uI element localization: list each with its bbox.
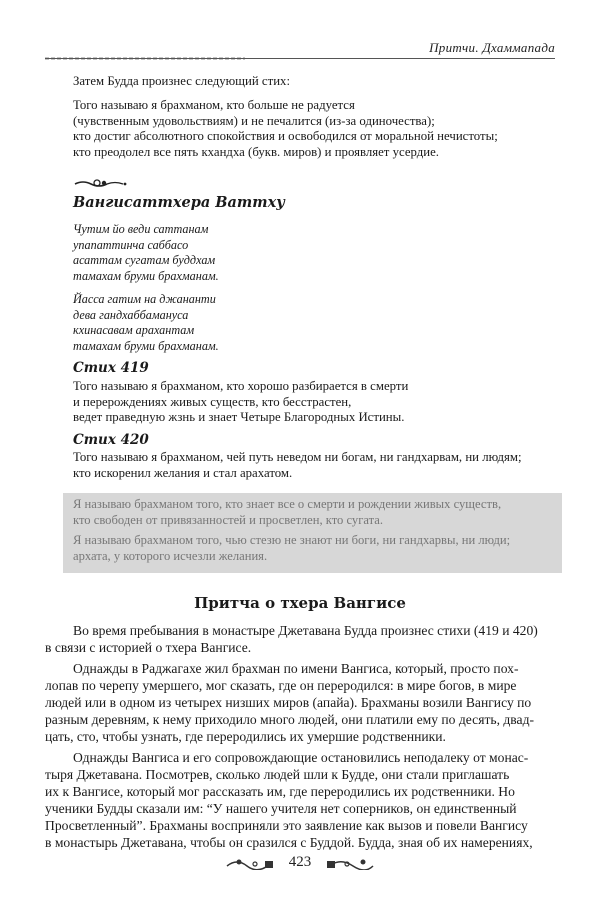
stanza-line: и перерождениях живых существ, кто бесстрастен, <box>73 394 352 409</box>
story-paragraph-1 <box>45 622 555 656</box>
prose-line: их к Вангисе, который мог рассказать им, где переродились их родственники. Но <box>45 784 515 799</box>
header-rule <box>45 58 555 59</box>
pali-line: тамахам бруми брахманам. <box>73 268 219 283</box>
verse-line: Того называю я брахманом, кто больше не радуется <box>73 98 355 112</box>
prose-line: Во время пребывания в монастыре Джетавана Будда произнес стихи (419 и 420) <box>73 623 538 638</box>
prose-line: Однажды Вангиса и его сопровождающие остановились неподалеку от монас- <box>73 750 529 765</box>
stanza-419-text <box>73 379 555 426</box>
pali-line: упапаттинча саббасо <box>73 237 189 252</box>
story-title: Притча о тхера Вангисе <box>194 594 406 612</box>
stanza-line: Того называю я брахманом, кто хорошо разбирается в смерти <box>73 379 409 393</box>
prose-line: в монастырь Джетавана, чтобы он сразился с Буддой. Будда, зная об их намерениях, <box>45 835 533 850</box>
footer-ornament-right-icon <box>325 856 375 870</box>
stanza-line: ведет праведную жзнь и знает Четыре Благородных Истины. <box>73 410 405 424</box>
translation-line: Я называю брахманом того, кто знает все о смерти и рождении живых существ, <box>73 497 502 511</box>
verse-block <box>73 98 555 160</box>
verse-line: (чувственным удовольствиям) и не печалится (из-за одиночества); <box>73 113 435 128</box>
pali-line: асаттам сугатам буддхам <box>73 253 216 267</box>
translation-line: архата, у которого исчезли желания. <box>73 548 268 563</box>
prose-line: разным деревням, к нему приходило много людей, они платили ему по десять, двад- <box>45 712 535 727</box>
translation-line: кто свободен от привязанностей и просветлен, кто сугата. <box>73 512 384 527</box>
prose-line: людей или в одном из четырех низших миров (апайа). Брахманы возили Вангису по <box>45 695 532 710</box>
intro-line: Затем Будда произнес следующий стих: <box>73 74 290 88</box>
pali-line: Чутим йо веди саттанам <box>73 222 209 236</box>
running-header: Притчи. Дхаммапада <box>429 40 555 55</box>
prose-line: лопав по черепу умершего, мог сказать, где он переродился: в мире богов, в мире <box>45 678 517 693</box>
stanza-line: кто искоренил желания и стал арахатом. <box>73 465 293 480</box>
page-footer <box>0 854 600 874</box>
pali-line: тамахам бруми брахманам. <box>73 338 219 353</box>
pali-line: Йасса гатим на джананти <box>73 292 216 306</box>
section-title: Вангисаттхера Ваттху <box>73 194 285 211</box>
pali-stanza-2 <box>73 292 555 354</box>
prose-line: ученики Будды сказали им: “У нашего учителя нет соперников, он единственный <box>45 801 517 816</box>
page-number: 423 <box>288 854 312 870</box>
prose-line: тыря Джетавана. Посмотрев, сколько людей шли к Будде, они стали приглашать <box>45 767 510 782</box>
translation-para-2 <box>73 533 555 564</box>
stanza-420-text <box>73 450 555 481</box>
pali-line: дева гандхаббамануса <box>73 307 189 322</box>
story-paragraph-3 <box>45 749 555 851</box>
verse-line: кто достиг абсолютного спокойствия и освободился от моральной нечистоты; <box>73 129 498 143</box>
stanza-419-title: Стих 419 <box>73 360 149 376</box>
stanza-420-title: Стих 420 <box>73 432 149 448</box>
pali-stanza-1 <box>73 222 555 284</box>
verse-line: кто преодолел все пять кхандха (букв. миров) и проявляет усердие. <box>73 144 439 159</box>
prose-line: цать, сто, чтобы узнать, где переродились их умершие родственники. <box>45 729 446 744</box>
translation-line: Я называю брахманом того, чью стезю не знают ни боги, ни гандхарвы, ни люди; <box>73 533 511 547</box>
stanza-line: Того называю я брахманом, чей путь неведом ни богам, ни гандхарвам, ни людям; <box>73 450 522 464</box>
prose-line: Просветленный”. Брахманы восприняли это заявление как вызов и повели Вангису <box>45 818 528 833</box>
prose-line: в связи с историей о тхера Вангисе. <box>45 640 252 655</box>
prose-line: Однажды в Раджагахе жил брахман по имени Вангиса, который, просто пох- <box>73 661 519 676</box>
translation-para-1 <box>73 497 555 528</box>
vine-ornament-icon <box>73 176 129 190</box>
story-paragraph-2 <box>45 660 555 745</box>
pali-line: кхинасавам арахантам <box>73 323 195 337</box>
